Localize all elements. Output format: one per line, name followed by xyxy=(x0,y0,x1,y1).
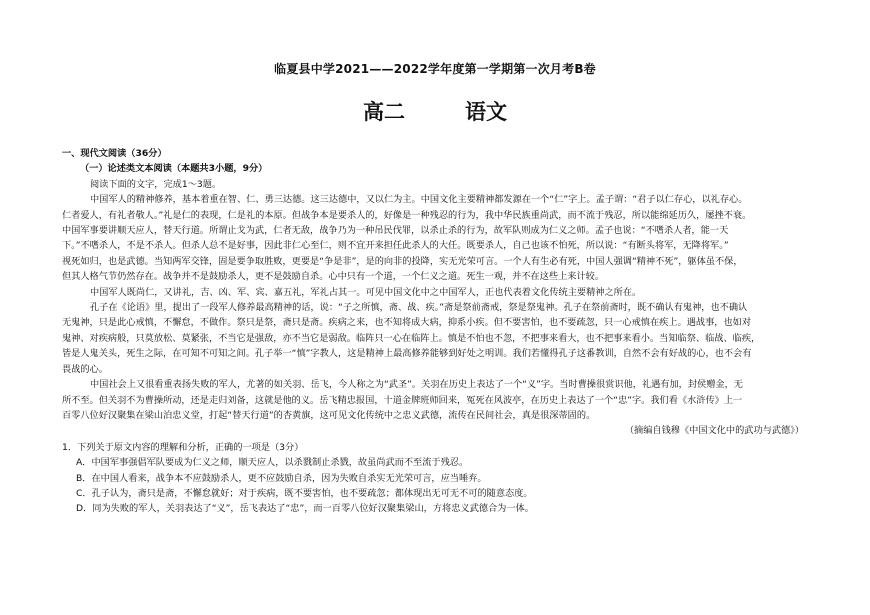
passage-line: 视死如归，也是武德。当知两军交锋，固是要争取胜败，更要是“争是非”，是的向非的投降，实无光荣可言。一个人有生必有死，中国人强调“精神不死”，躯体虽不保， xyxy=(62,255,743,267)
section-subheading: （一）论述类文本阅读（本题共3小题，9分） xyxy=(80,163,268,175)
passage-line: 中国社会上又很看重表扬失败的军人，尤著的如关羽、岳飞，今人称之为“武圣”。关羽在历史上表达了一个“义”字。当时曹操很赏识他，礼遇有加，封侯赠金，无 xyxy=(90,379,743,391)
exam-content xyxy=(62,146,812,517)
passage-line: 中国军事要讲顺天应人，替天行道。所谓止戈为武，仁者无敌，战争乃为一种吊民伐罪，以杀止杀的行为，故军队则成为仁义之师。孟子也说：“不嗜杀人者，能一天 xyxy=(62,225,729,237)
question-option-a: A．中国军事强倡军队要成为仁义之师，顺天应人，以杀戮制止杀戮，故虽尚武而不至流于残忍。 xyxy=(76,457,469,469)
question-option-b: B．在中国人看来，战争本不应鼓励杀人，更不应鼓励自杀，因为失败自杀实无光荣可言，应当唾弃。 xyxy=(76,472,487,484)
passage-line: 孔子在《论语》里，提出了一段军人修养最高精神的话，说：“子之所慎，斋、战、疾。”斋是祭前斋戒，祭是祭鬼神。孔子在祭前斋时，既不确认有鬼神，也不确认 xyxy=(90,302,748,314)
passage-line: 畏战的心。 xyxy=(62,363,108,375)
passage-line: 中国军人既尚仁，又讲礼，吉、凶、军、宾、嘉五礼，军礼占其一。可见中国文化中之中国军人，正也代表着文化传统主要精神之所在。 xyxy=(90,286,642,298)
exam-title: 临夏县中学2021——2022学年度第一学期第一次月考B卷 xyxy=(274,62,596,76)
question-option-d: D．同为失败的军人，关羽表达了“义”，岳飞表达了“忠”，而一百零八位好汉聚集梁山，方将忠义武德合为一体。 xyxy=(76,503,534,515)
passage-line: 百零八位好汉聚集在梁山泊忠义堂，打起“替天行道”的杏黄旗，这可见文化传统中之忠义武德，流传在民间社会，真是很深蒂固的。 xyxy=(62,409,596,421)
passage-line: 鬼神、对疾病般，只莫放松、莫紧张，不当它是强敌，亦不当它是弱敌。临阵只一心在临阵上。慎是不怕也不忽，不把事来看大，也不把事来看小。当知临祭、临战、临疾， xyxy=(62,332,761,344)
grade-label: 高二 xyxy=(363,99,405,124)
reading-instruction: 阅读下面的文字，完成1～3题。 xyxy=(90,178,222,190)
subject-label: 语文 xyxy=(465,99,507,124)
passage-line: 皆是人鬼关头，死生之际，在可知不可知之间。孔子举一“慎”字教人，这是精神上最高修养能够到好处之明训。我们若懂得孔子这番教训，自然不会有好战的心，也不会有 xyxy=(62,348,752,360)
passage-line: 无鬼神，只是此心戒慎，不懈怠，不做作。祭只是祭，斋只是斋。疾病之来，也不知将成大病，抑系小疾。但不要害怕，也不要疏忽，只一心戒慎在疾上。遇战事，也如对 xyxy=(62,317,752,329)
passage-line: 但其人格气节仍然存在。战争并不是鼓励杀人，更不是鼓励自杀。心中只有一个道，一个仁义之道。死生一观，并不在这些上来计较。 xyxy=(62,271,605,283)
passage-line: 下。”不嗜杀人，不是不杀人。但杀人总不是好事，因此非仁心至仁，则不宜开来担任此杀人的大任。既要杀人，自己也该不怕死，所以说：“有断头将军，无降将军。” xyxy=(62,240,729,252)
passage-line: 所不至。但关羽不为曹操所动，还是走归刘备，这就是他的义。岳飞精忠报国，十道金牌班师回来，冤死在风波亭，在历史上表达了一个“忠”字。我们看《水浒传》上一 xyxy=(62,394,743,406)
passage-source: （摘编自钱穆《中国文化中的武功与武德》） xyxy=(624,425,804,437)
passage-line: 中国军人的精神修养，基本着重在智、仁、勇三达德。这三达德中，又以仁为主。中国文化主要精神都发源在一个“仁”字上。孟子谓：“君子以仁存心，以礼存心。 xyxy=(90,194,748,206)
question-stem: 1．下列关于原文内容的理解和分析，正确的一项是（3分） xyxy=(62,441,304,453)
passage-line: 仁者爱人，有礼者敬人。”礼是仁的表现，仁是礼的本原。但战争本是要杀人的，好像是一种残忍的行为，我中华民族重尚武，而不流于残忍，所以能绵延历久，屡挫不衰。 xyxy=(62,209,752,221)
grade-subject-title xyxy=(0,96,870,126)
section-heading: 一、现代文阅读（36分） xyxy=(62,148,167,159)
question-option-c: C．孔子认为，斋只是斋，不懈怠就好；对于疾病，既不要害怕，也不要疏忽；都体现出无可无不可的随意态度。 xyxy=(76,487,533,499)
